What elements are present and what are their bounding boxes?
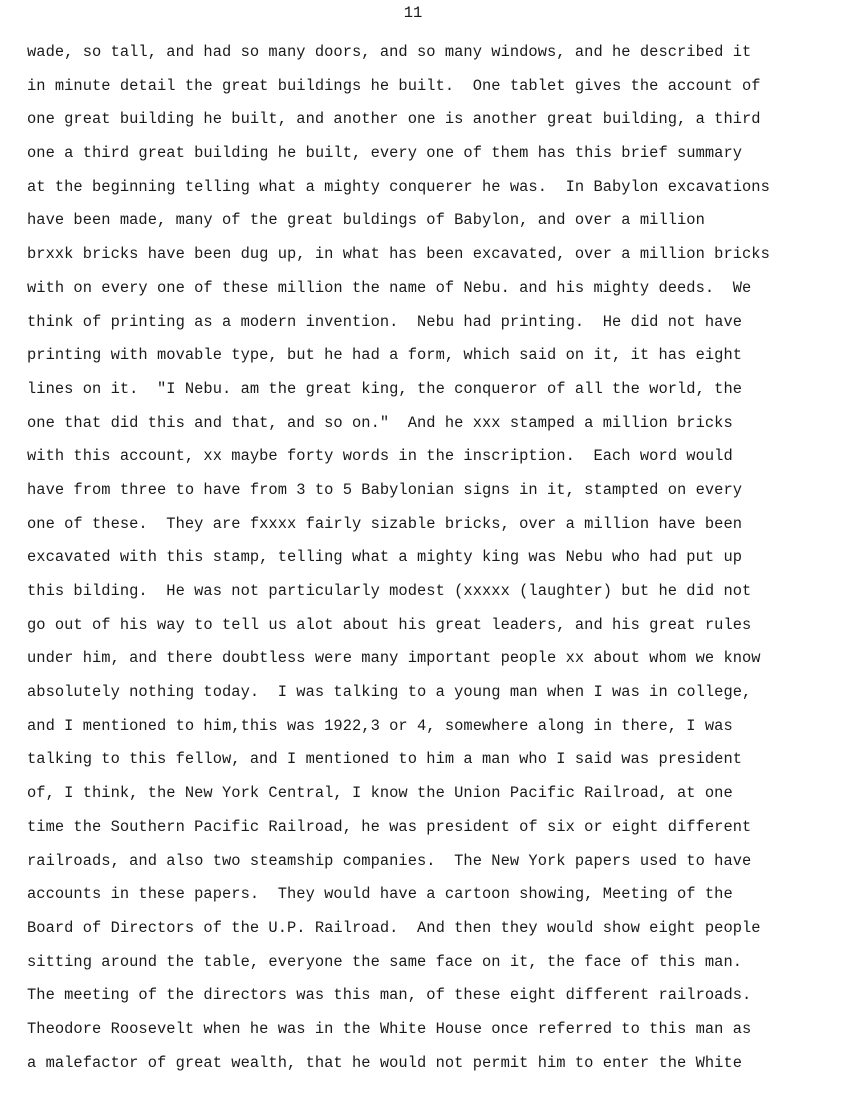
text-line: one that did this and that, and so on." And he xxx stamped a million bricks [27, 413, 733, 432]
text-line: absolutely nothing today. I was talking to a young man when I was in college, [27, 683, 752, 702]
text-line: accounts in these papers. They would have a cartoon showing, Meeting of the [27, 885, 733, 904]
text-line: Board of Directors of the U.P. Railroad. And then they would show eight people [27, 918, 761, 937]
text-line: excavated with this stamp, telling what a mighty king was Nebu who had put up [27, 548, 743, 567]
text-line: a malefactor of great wealth, that he would not permit him to enter the White [27, 1053, 743, 1072]
text-line: wade, so tall, and had so many doors, and so many windows, and he described it [27, 43, 752, 61]
text-line: printing with movable type, but he had a form, which said on it, it has eight [27, 346, 743, 365]
text-line: brxxk bricks have been dug up, in what has been excavated, over a million bricks [27, 245, 770, 264]
text-line: have from three to have from 3 to 5 Babylonian signs in it, stampted on every [27, 480, 743, 499]
text-line: lines on it. "I Nebu. am the great king, the conqueror of all the world, the [27, 379, 743, 398]
page-number: 11 [403, 4, 423, 22]
text-line: have been made, many of the great buldings of Babylon, and over a million [27, 211, 705, 230]
text-line: one a third great building he built, every one of them has this brief summary [27, 144, 743, 163]
text-line: talking to this fellow, and I mentioned to him a man who I said was president [27, 750, 743, 769]
text-line: time the Southern Pacific Railroad, he was president of six or eight different [27, 817, 752, 836]
text-line: this bilding. He was not particularly modest (xxxxx (laughter) but he did not [27, 582, 752, 600]
text-line: with this account, xx maybe forty words in the inscription. Each word would [27, 447, 733, 466]
text-line: at the beginning telling what a mighty conquerer he was. In Babylon excavations [27, 177, 770, 196]
text-line: think of printing as a modern invention. Nebu had printing. He did not have [27, 312, 743, 331]
text-line: one great building he built, and another one is another great building, a third [27, 110, 761, 129]
text-line: of, I think, the New York Central, I know the Union Pacific Railroad, at one [27, 784, 733, 803]
text-line: The meeting of the directors was this man, of these eight different railroads. [27, 986, 752, 1005]
text-line: railroads, and also two steamship companies. The New York papers used to have [27, 851, 752, 870]
text-line: go out of his way to tell us alot about his great leaders, and his great rules [27, 615, 752, 634]
text-line: with on every one of these million the name of Nebu. and his mighty deeds. We [27, 278, 752, 297]
text-line: in minute detail the great buildings he built. One tablet gives the account of [27, 76, 761, 95]
text-line: sitting around the table, everyone the same face on it, the face of this man. [27, 952, 743, 971]
text-line: Theodore Roosevelt when he was in the White House once referred to this man as [27, 1019, 752, 1038]
typed-text-body [27, 36, 837, 1080]
text-line: one of these. They are fxxxx fairly sizable bricks, over a million have been [27, 514, 743, 533]
text-line: and I mentioned to him,this was 1922,3 or 4, somewhere along in there, I was [27, 716, 733, 735]
text-line: under him, and there doubtless were many important people xx about whom we know [27, 649, 761, 668]
